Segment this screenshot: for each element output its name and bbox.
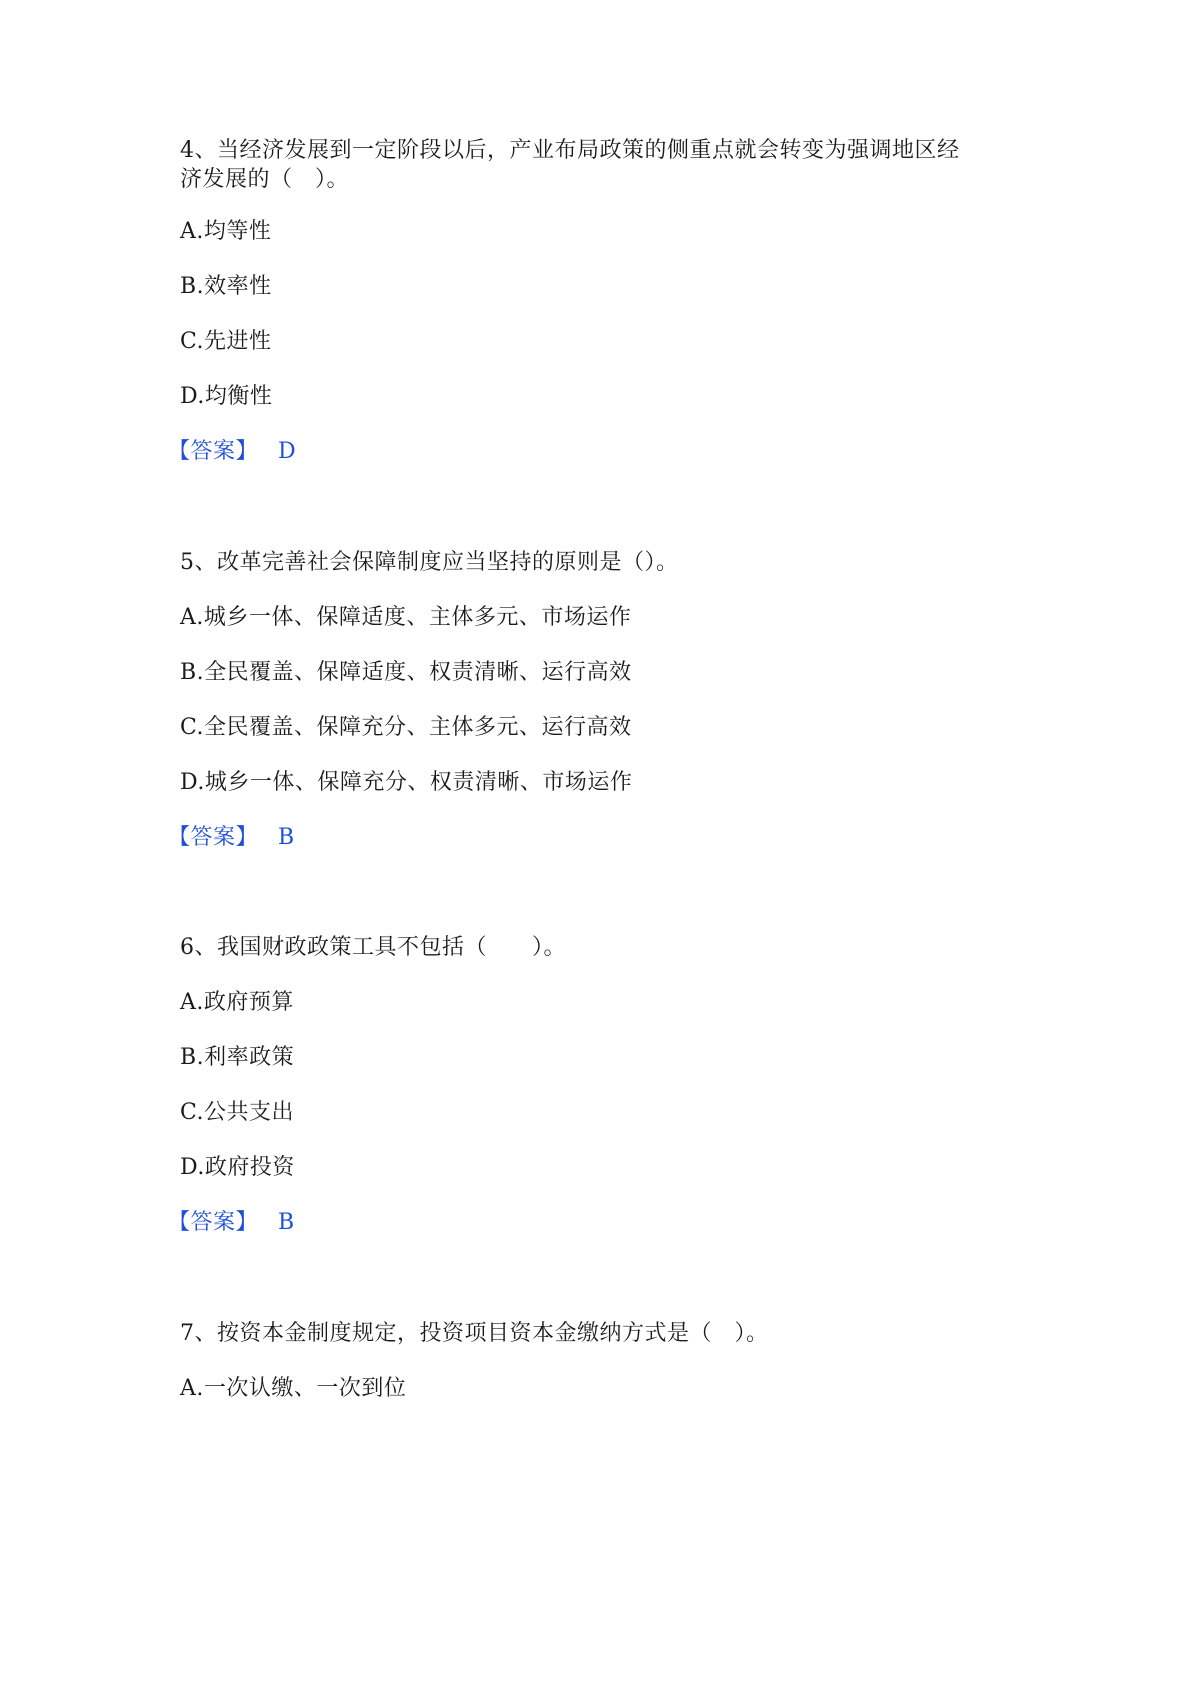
answer-label: 【答案】: [168, 439, 259, 464]
answer-value: B: [278, 825, 295, 850]
question-6-answer: [168, 1205, 295, 1241]
question-6-stem: 6、我国财政政策工具不包括（ ）。: [180, 935, 566, 960]
question-4-option-d: D.均衡性: [180, 384, 273, 409]
question-5-option-b: B.全民覆盖、保障适度、权责清晰、运行高效: [180, 660, 632, 685]
question-6-option-d: D.政府投资: [180, 1155, 295, 1180]
question-5-option-c: C.全民覆盖、保障充分、主体多元、运行高效: [180, 715, 632, 740]
question-4-option-c: C.先进性: [180, 329, 272, 354]
question-4-option-a: A.均等性: [180, 219, 272, 244]
question-6-option-c: C.公共支出: [180, 1100, 295, 1125]
answer-value: B: [278, 1210, 295, 1235]
question-5-stem: 5、改革完善社会保障制度应当坚持的原则是（）。: [180, 550, 679, 575]
answer-value: D: [278, 439, 297, 464]
question-4-stem-line-1: 4、当经济发展到一定阶段以后，产业布局政策的侧重点就会转变为强调地区经: [180, 138, 960, 163]
question-7-stem: 7、按资本金制度规定，投资项目资本金缴纳方式是（ ）。: [180, 1321, 769, 1346]
question-4-answer: [168, 434, 296, 470]
question-5-option-a: A.城乡一体、保障适度、主体多元、市场运作: [180, 605, 632, 630]
question-4-stem-line-2: 济发展的（ ）。: [180, 167, 350, 192]
question-5-answer: [168, 820, 295, 856]
answer-label: 【答案】: [168, 825, 259, 850]
question-7-option-a: A.一次认缴、一次到位: [180, 1376, 407, 1401]
question-6-option-a: A.政府预算: [180, 990, 294, 1015]
question-5-option-d: D.城乡一体、保障充分、权责清晰、市场运作: [180, 770, 633, 795]
question-6-option-b: B.利率政策: [180, 1045, 295, 1070]
question-4-option-b: B.效率性: [180, 274, 272, 299]
answer-label: 【答案】: [168, 1210, 259, 1235]
